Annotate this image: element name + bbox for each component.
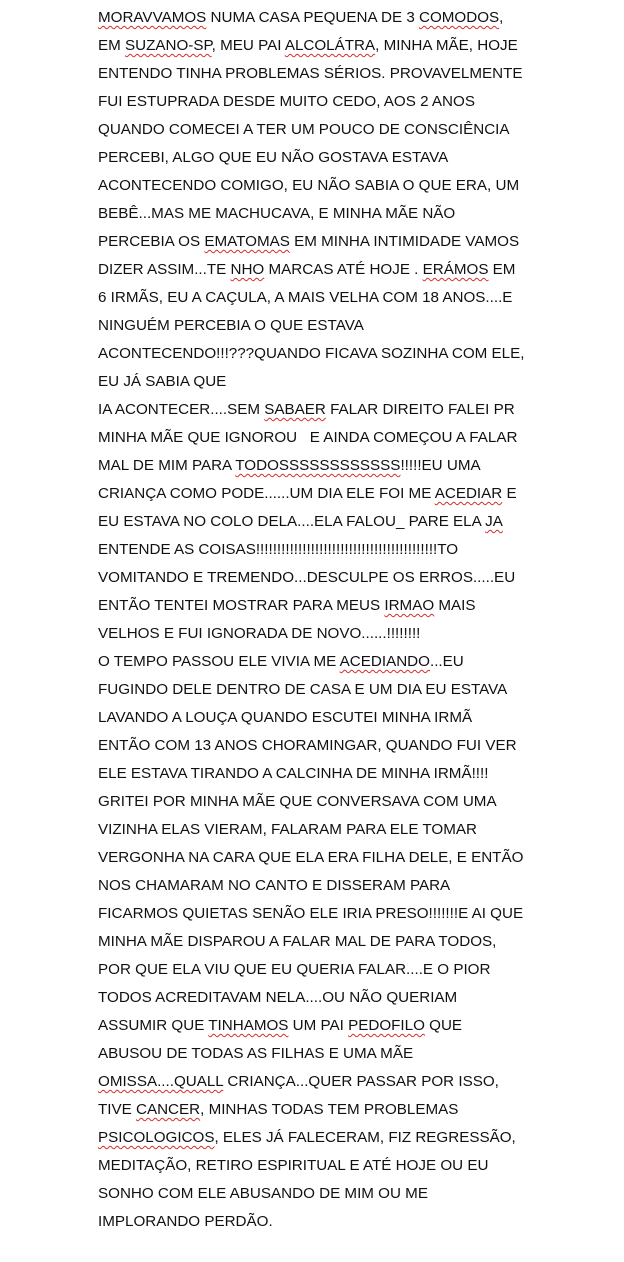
misspelled-word: ERÁMOS (422, 261, 489, 278)
text-segment: FUGINDO DELE DENTRO DE CASA E UM DIA EU ESTAVA (98, 681, 508, 698)
text-segment: VERGONHA NA CARA QUE ELA ERA FILHA DELE, E ENTÃO (98, 849, 524, 866)
text-line (98, 60, 608, 88)
misspelled-word: PSICOLOGICOS (98, 1129, 215, 1146)
text-segment: IA ACONTECER....SEM (98, 401, 265, 418)
text-segment: IMPLORANDO PERDÃO. (98, 1213, 273, 1230)
text-segment: E (502, 485, 517, 502)
text-segment: VOMITANDO E TREMENDO...DESCULPE OS ERROS.....EU (98, 569, 516, 586)
document-text-block[interactable] (98, 4, 608, 1236)
text-line (98, 872, 608, 900)
misspelled-word: SABAER (264, 401, 326, 418)
text-segment: CRIANÇA COMO PODE......UM DIA ELE FOI ME (98, 485, 435, 502)
text-segment: , ELES JÁ FALECERAM, FIZ REGRESSÃO, (214, 1129, 516, 1146)
text-segment: , MINHAS TODAS TEM PROBLEMAS (200, 1101, 459, 1118)
text-line (98, 844, 608, 872)
text-segment: TODOS ACREDITAVAM NELA....OU NÃO QUERIAM (98, 989, 458, 1006)
text-line (98, 88, 608, 116)
text-segment: , (499, 9, 504, 26)
text-line (98, 256, 608, 284)
text-segment: ENTÃO TENTEI MOSTRAR PARA MEUS (98, 597, 385, 614)
text-line (98, 116, 608, 144)
text-line (98, 284, 608, 312)
text-segment: ELE ESTAVA TIRANDO A CALCINHA DE MINHA IRMÃ!!!! (98, 765, 489, 782)
text-segment: ASSUMIR QUE (98, 1017, 209, 1034)
text-segment: VIZINHA ELAS VIERAM, FALARAM PARA ELE TOMAR (98, 821, 477, 838)
text-segment: EM (98, 37, 126, 54)
text-line (98, 732, 608, 760)
text-line (98, 1152, 608, 1180)
text-line (98, 32, 608, 60)
misspelled-word: OMISSA....QUALL (98, 1073, 224, 1090)
text-line (98, 620, 608, 648)
text-segment: NUMA CASA PEQUENA DE 3 (206, 9, 419, 26)
text-segment: MINHA MÃE QUE IGNOROU E AINDA COMEÇOU A FALAR (98, 429, 518, 446)
text-segment: VELHOS E FUI IGNORADA DE NOVO......!!!!!!!! (98, 625, 421, 642)
text-line (98, 1068, 608, 1096)
text-line (98, 648, 608, 676)
text-segment: LAVANDO A LOUÇA QUANDO ESCUTEI MINHA IRMÃ (98, 709, 473, 726)
text-line (98, 1096, 608, 1124)
text-line (98, 4, 608, 32)
text-segment: DIZER ASSIM...TE (98, 261, 231, 278)
misspelled-word: NHO (230, 261, 265, 278)
misspelled-word: ACEDIAR (434, 485, 503, 502)
text-line (98, 788, 608, 816)
text-line (98, 536, 608, 564)
text-segment: EM (488, 261, 516, 278)
text-line (98, 368, 608, 396)
text-line (98, 200, 608, 228)
text-segment: PERCEBI, ALGO QUE EU NÃO GOSTAVA ESTAVA (98, 149, 449, 166)
text-segment: O TEMPO PASSOU ELE VIVIA ME (98, 653, 340, 670)
text-segment: FALAR DIREITO FALEI PR (325, 401, 515, 418)
text-segment: ENTÃO COM 13 ANOS CHORAMINGAR, QUANDO FUI VER (98, 737, 517, 754)
misspelled-word: COMODOS (419, 9, 500, 26)
text-segment: FICARMOS QUIETAS SENÃO ELE IRIA PRESO!!!!!!!E AI QUE (98, 905, 524, 922)
text-segment: , MEU PAI (211, 37, 285, 54)
text-segment: EU ESTAVA NO COLO DELA....ELA FALOU_ PARE ELA (98, 513, 486, 530)
text-segment: MAIS (434, 597, 476, 614)
misspelled-word: IRMAO (384, 597, 435, 614)
text-segment: PERCEBIA OS (98, 233, 205, 250)
text-segment: , MINHA MÃE, HOJE (375, 37, 518, 54)
text-line (98, 900, 608, 928)
text-segment: FUI ESTUPRADA DESDE MUITO CEDO, AOS 2 ANOS (98, 93, 475, 110)
text-segment: TIVE (98, 1101, 136, 1118)
text-line (98, 228, 608, 256)
text-line (98, 480, 608, 508)
text-segment: SONHO COM ELE ABUSANDO DE MIM OU ME (98, 1185, 428, 1202)
text-segment: ENTENDE AS COISAS!!!!!!!!!!!!!!!!!!!!!!!!!!!!!!!!!!!!!!!!!!!TO (98, 541, 459, 558)
text-segment: QUE (424, 1017, 463, 1034)
text-segment: EU JÁ SABIA QUE (98, 373, 227, 390)
text-segment: EM MINHA INTIMIDADE VAMOS (289, 233, 520, 250)
misspelled-word: ALCOLÁTRA (284, 37, 376, 54)
text-line (98, 1040, 608, 1068)
text-segment: QUANDO COMECEI A TER UM POUCO DE CONSCIÊNCIA (98, 121, 510, 138)
text-line (98, 172, 608, 200)
text-line (98, 1124, 608, 1152)
text-line (98, 312, 608, 340)
text-segment: BEBÊ...MAS ME MACHUCAVA, E MINHA MÃE NÃO (98, 205, 456, 222)
text-line (98, 340, 608, 368)
misspelled-word: ACEDIANDO (339, 653, 430, 670)
text-segment: MINHA MÃE DISPAROU A FALAR MAL DE PARA TODOS, (98, 933, 497, 950)
text-line (98, 508, 608, 536)
text-segment: ACONTECENDO!!!???QUANDO FICAVA SOZINHA COM ELE, (98, 345, 525, 362)
text-segment: GRITEI POR MINHA MÃE QUE CONVERSAVA COM UMA (98, 793, 497, 810)
text-line (98, 1012, 608, 1040)
text-segment: NINGUÉM PERCEBIA O QUE ESTAVA (98, 317, 364, 334)
text-line (98, 564, 608, 592)
text-segment: !!!!!EU UMA (400, 457, 481, 474)
text-line (98, 984, 608, 1012)
text-segment: UM PAI (288, 1017, 349, 1034)
misspelled-word: PEDOFILO (348, 1017, 425, 1034)
text-line (98, 760, 608, 788)
text-segment: ACONTECENDO COMIGO, EU NÃO SABIA O QUE ERA, UM (98, 177, 520, 194)
misspelled-word: TINHAMOS (208, 1017, 289, 1034)
misspelled-word: MORAVVAMOS (98, 9, 207, 26)
text-segment: MEDITAÇÃO, RETIRO ESPIRITUAL E ATÉ HOJE OU EU (98, 1157, 489, 1174)
text-line (98, 1180, 608, 1208)
text-line (98, 396, 608, 424)
text-segment: 6 IRMÃS, EU A CAÇULA, A MAIS VELHA COM 18 ANOS....E (98, 289, 513, 306)
text-segment: ...EU (429, 653, 464, 670)
text-line (98, 928, 608, 956)
misspelled-word: TODOSSSSSSSSSSSS (235, 457, 401, 474)
text-line (98, 452, 608, 480)
text-segment: MARCAS ATÉ HOJE . (264, 261, 423, 278)
misspelled-word: CANCER (135, 1101, 201, 1118)
text-segment: ABUSOU DE TODAS AS FILHAS E UMA MÃE (98, 1045, 414, 1062)
text-segment: POR QUE ELA VIU QUE EU QUERIA FALAR....E O PIOR (98, 961, 491, 978)
text-line (98, 144, 608, 172)
text-line (98, 676, 608, 704)
text-line (98, 592, 608, 620)
text-line (98, 956, 608, 984)
text-line (98, 704, 608, 732)
text-line (98, 1208, 608, 1236)
text-line (98, 424, 608, 452)
text-segment: MAL DE MIM PARA (98, 457, 236, 474)
text-segment: ENTENDO TINHA PROBLEMAS SÉRIOS. PROVAVELMENTE (98, 65, 523, 82)
misspelled-word: SUZANO-SP (125, 37, 212, 54)
misspelled-word: EMATOMAS (204, 233, 290, 250)
text-line (98, 816, 608, 844)
misspelled-word: JA (485, 513, 503, 530)
text-segment: CRIANÇA...QUER PASSAR POR ISSO, (223, 1073, 499, 1090)
text-segment: NOS CHAMARAM NO CANTO E DISSERAM PARA (98, 877, 451, 894)
